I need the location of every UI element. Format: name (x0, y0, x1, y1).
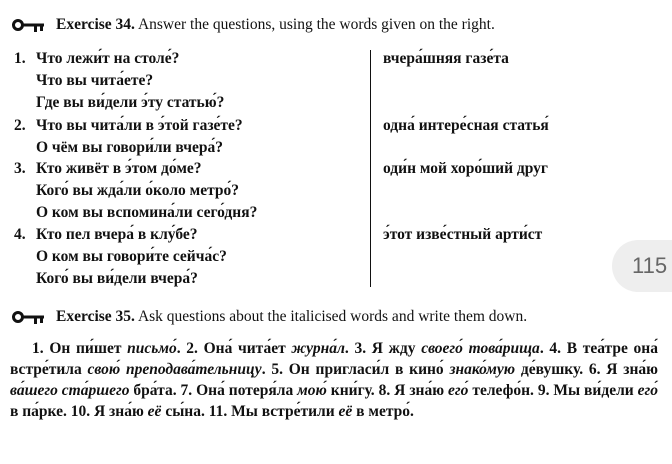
italic-target-word: её (338, 403, 353, 420)
italic-target-word: его́ (448, 382, 469, 399)
question-line: Кого́ вы жда́ли о́коло метро́? (36, 182, 240, 199)
sentence-text: бра́та. 7. Она́ потеря́ла (129, 382, 298, 399)
exercise-35-sentences (10, 338, 658, 422)
sentence-text: кни́гу. 8. Я зна́ю (326, 382, 449, 399)
question-line: 1. Что лежи́т на столе́? (14, 50, 180, 67)
sentence-text: 1. Он пи́шет (32, 340, 128, 357)
key-icon (12, 17, 46, 33)
question-line: 2. Что вы чита́ли в э́той газе́те? (14, 117, 243, 134)
italic-target-word: его́ (637, 382, 659, 399)
sentence-text: сы́на. 11. Мы встре́тили (161, 403, 339, 420)
sentence-text: телефо́н. 9. Мы ви́дели (468, 382, 638, 399)
italic-target-word: знако́мую (449, 361, 516, 378)
italic-target-word: её (147, 403, 162, 420)
sentence-text: . 2. Она́ чита́ет (176, 340, 292, 357)
italic-target-word: свою́ преподава́тельницу (87, 361, 262, 378)
exercise-35-heading (12, 308, 527, 326)
sentence-text: в метро́. (352, 403, 414, 420)
italic-target-word: журна́л (291, 340, 345, 357)
answer-hint: вчера́шняя газе́та (383, 50, 509, 67)
italic-target-word: письмо́ (127, 340, 177, 357)
exercise-34-heading (12, 16, 495, 34)
answer-hint: оди́н мой хоро́ший друг (383, 160, 548, 177)
exercise-34-instruction: Answer the questions, using the words given on the right. (134, 16, 495, 33)
question-line: Где вы ви́дели э́ту статью́? (36, 94, 225, 111)
key-icon (12, 309, 46, 325)
exercise-34-number: Exercise 34. (56, 16, 135, 33)
italic-target-word: своего́ това́рища (421, 340, 540, 357)
sentence-text: де́вушку. 6. Я зна́ю (515, 361, 658, 378)
question-line: Что вы чита́ете? (36, 72, 154, 89)
column-divider (370, 50, 371, 287)
sentence-text: . 5. Он пригласи́л в кино́ (261, 361, 450, 378)
sentence-text: . 3. Я жду (344, 340, 422, 357)
italic-target-word: ва́шего ста́ршего (10, 382, 130, 399)
question-line: 4. Кто пел вчера́ в клу́бе? (14, 226, 198, 243)
exercise-35-instruction: Ask questions about the italicised words and write them down. (134, 308, 528, 325)
sentence-text: в па́рке. 10. Я зна́ю (10, 403, 148, 420)
exercise-35-number: Exercise 35. (56, 308, 135, 325)
question-line: О ком вы говори́те сейча́с? (36, 248, 227, 265)
question-line: О ком вы вспомина́ли сего́дня? (36, 204, 258, 221)
question-line: 3. Кто живёт в э́том до́ме? (14, 160, 202, 177)
question-line: Кого́ вы ви́дели вчера́? (36, 270, 198, 287)
page-number-badge (612, 240, 672, 292)
answer-hint: э́тот изве́стный арти́ст (383, 226, 543, 243)
sentence-text: . 4. В теа́тре она́ встре́тила (10, 340, 658, 378)
page-number: 115 (632, 253, 668, 278)
question-line: О чём вы говори́ли вчера́? (36, 139, 223, 156)
italic-target-word: мою́ (297, 382, 327, 399)
answer-hint: одна́ интере́сная статья́ (383, 117, 549, 134)
